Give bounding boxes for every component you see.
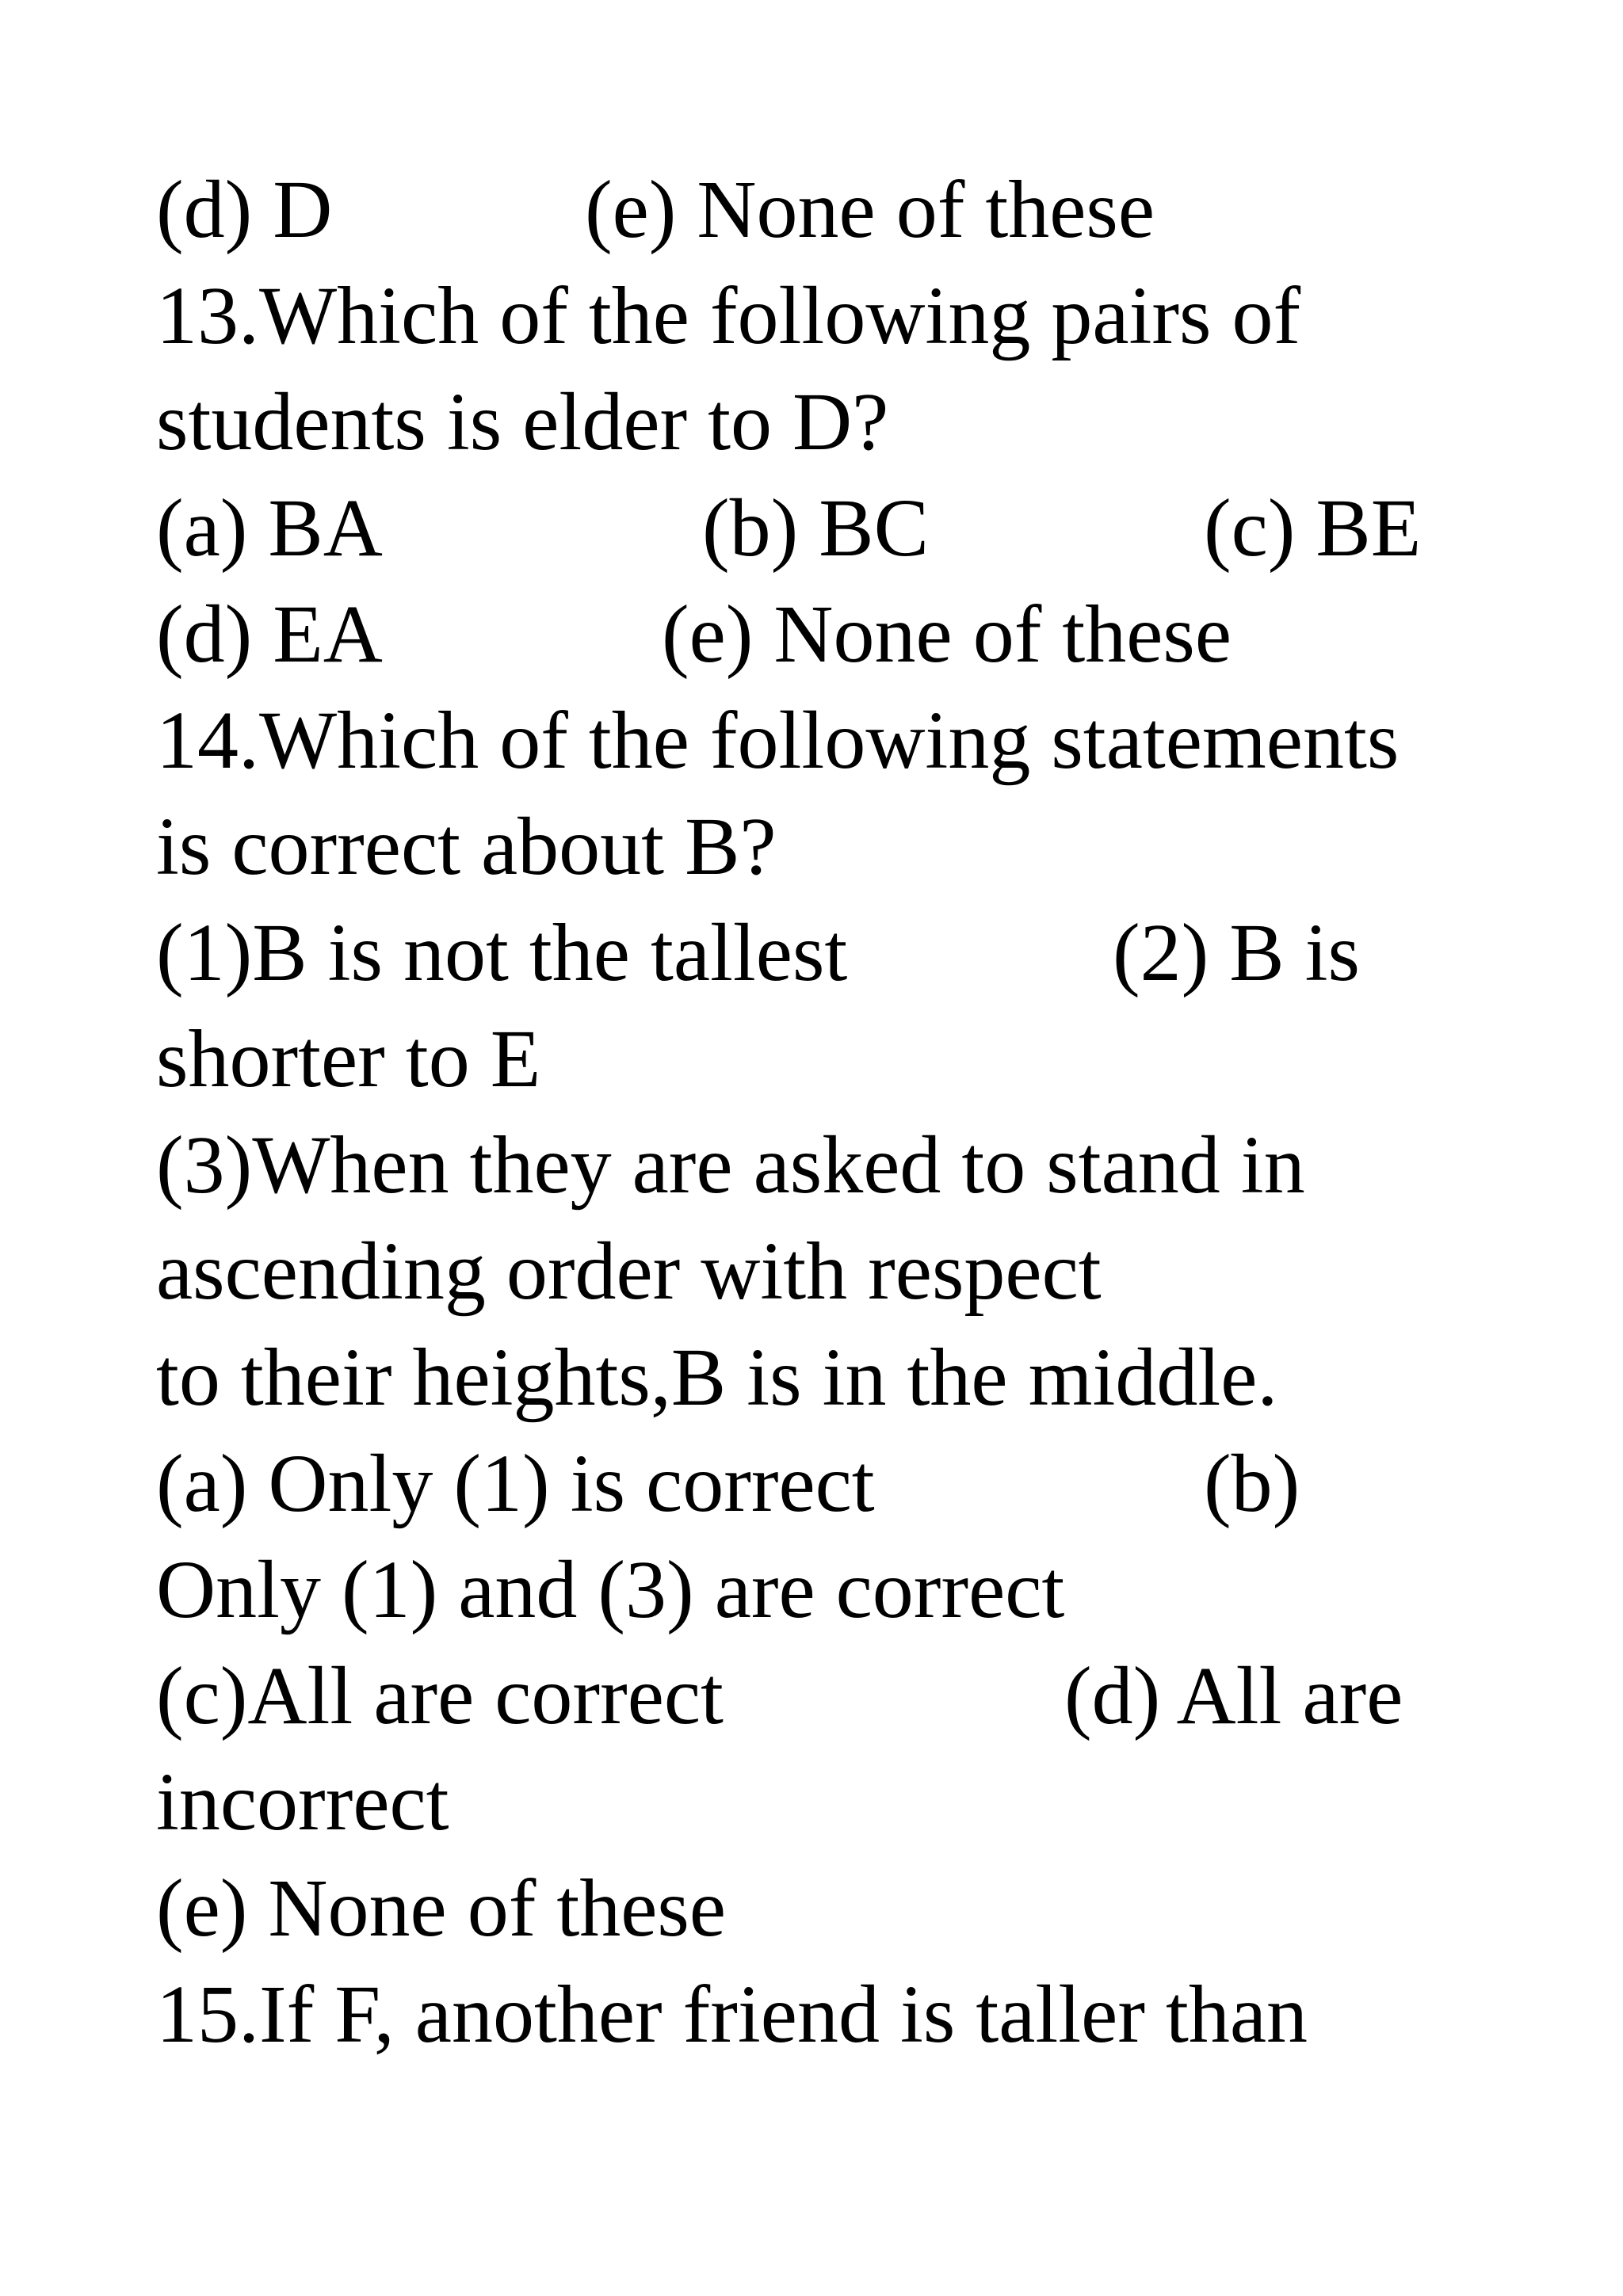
option-a: (a) BA (156, 482, 383, 574)
option-c: (c)All are correct (156, 1650, 724, 1741)
question-15-text: 15.If F, another friend is taller than (156, 1969, 1308, 2060)
text-line-1 (156, 157, 1155, 263)
option-d: (d) EA (156, 589, 383, 680)
question-13-options-row-1 (156, 475, 1422, 582)
question-14-options-row-5 (156, 1855, 727, 1962)
question-14-options-row-2: Only (1) and (3) are correct (156, 1544, 1065, 1635)
question-14-options-row-4: incorrect (156, 1756, 449, 1848)
statement-3-cont-2: to their heights,B is in the middle. (156, 1332, 1278, 1423)
option-b: (b) BC (702, 482, 929, 574)
option-e: (e) None of these (662, 589, 1232, 680)
option-e: (e) None of these (156, 1863, 727, 1954)
statement-line-2: shorter to E (156, 1013, 541, 1104)
question-14-options-row-3 (156, 1643, 1403, 1749)
statement-2: (2) B is (1113, 907, 1360, 998)
option-b: (b) (1204, 1438, 1300, 1529)
option-a: (a) Only (1) is correct (156, 1438, 875, 1529)
statement-1: (1)B is not the tallest (156, 907, 848, 998)
statement-line-1 (156, 900, 1360, 1006)
question-13-text: 13.Which of the following pairs of (156, 270, 1301, 361)
question-14-text: 14.Which of the following statements (156, 695, 1400, 786)
question-13-text-cont: students is elder to D? (156, 376, 889, 467)
option-e: (e) None of these (585, 164, 1155, 255)
statement-3: (3)When they are asked to stand in (156, 1119, 1305, 1211)
question-14-options-row-1 (156, 1431, 1300, 1537)
question-14-text-cont: is correct about B? (156, 801, 777, 892)
option-c: (c) BE (1204, 482, 1422, 574)
question-13-options-row-2 (156, 582, 1232, 688)
option-d: (d) D (156, 164, 333, 255)
statement-3-cont: ascending order with respect (156, 1226, 1102, 1317)
option-d: (d) All are (1064, 1650, 1403, 1741)
